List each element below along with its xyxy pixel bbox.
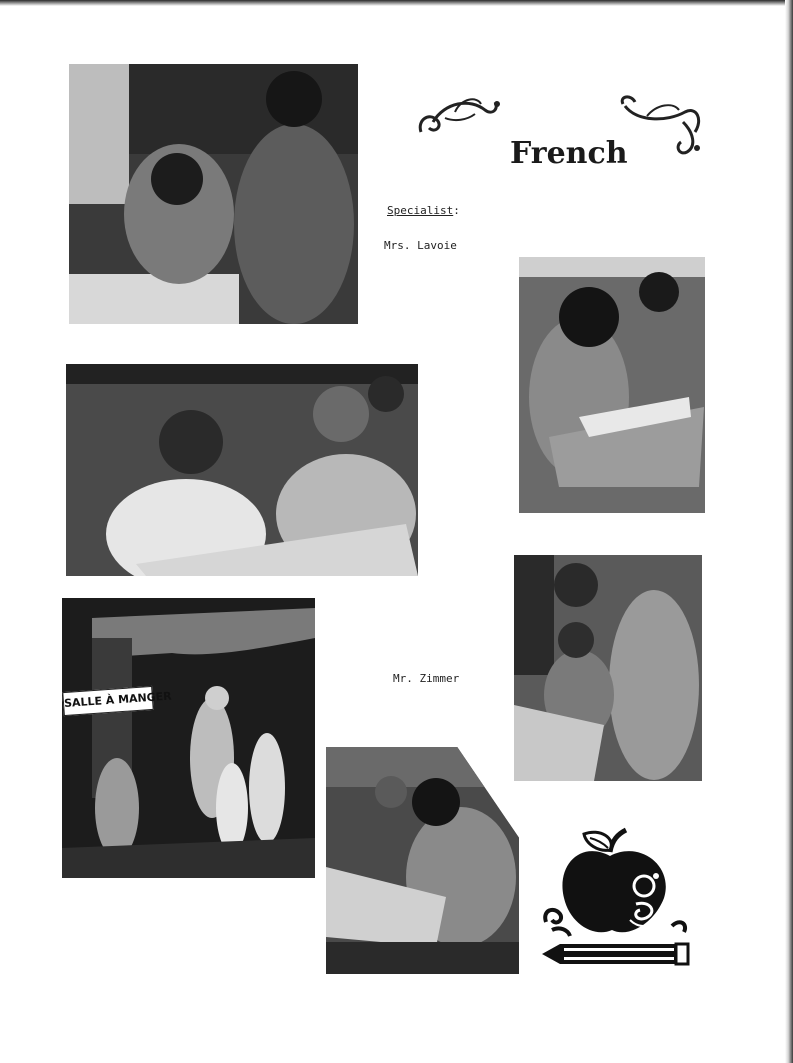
photo-teacher-helping bbox=[514, 555, 702, 781]
specialist-name: Mrs. Lavoie bbox=[384, 239, 457, 252]
page-shadow-edge bbox=[785, 0, 793, 1063]
page-shadow-top bbox=[0, 0, 793, 6]
sign-salle-a-manger: SALLE À MANGER bbox=[62, 686, 153, 716]
scroll-flourish-icon bbox=[617, 92, 705, 158]
page-title: French bbox=[510, 136, 628, 171]
photo-desk-discussion bbox=[326, 747, 519, 974]
photo-girl-at-desk bbox=[519, 257, 705, 513]
specialist-label: Specialist: bbox=[387, 204, 460, 217]
photo-students-writing bbox=[69, 64, 358, 324]
apple-pencil-icon bbox=[540, 826, 690, 970]
teacher-caption: Mr. Zimmer bbox=[393, 672, 460, 685]
photo-stage-play bbox=[62, 598, 315, 878]
photo-kids-at-table bbox=[66, 364, 418, 576]
scroll-flourish-icon bbox=[415, 92, 503, 146]
